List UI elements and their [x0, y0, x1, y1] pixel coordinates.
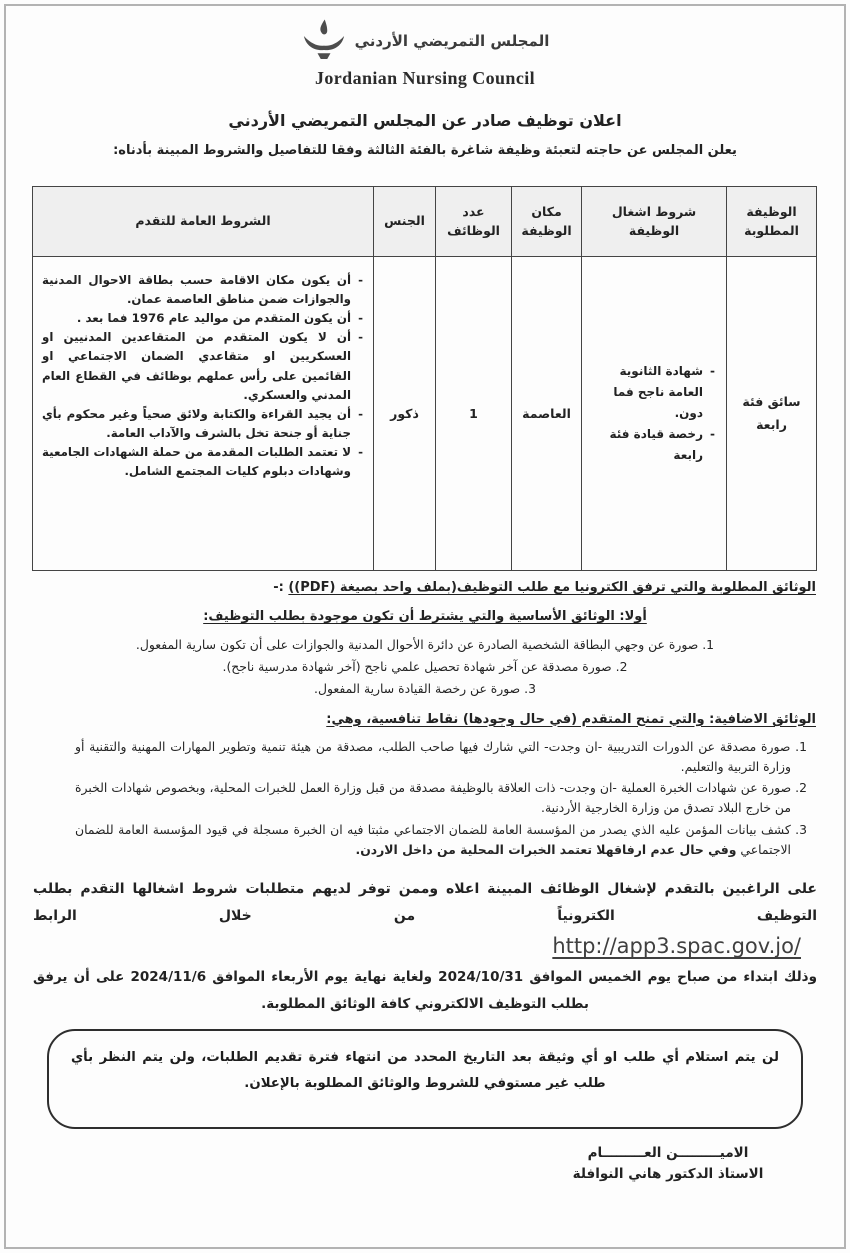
general-condition-item: - أن يجيد القراءة والكتابة ولائق صحياً وغير محكوم بأي جناية أو جنحة تخل بالشرف والآداب العامة.: [42, 405, 364, 443]
additional-documents-list: [75, 737, 807, 860]
deadline-notice-text: لن يتم استلام أي طلب او أي وثيقة بعد التاريخ المحدد من انتهاء فترة تقديم الطلبات، ولن يتم النظر بأي طلب غير مستوفي للشروط والوثائق المطلوبة بالإعلان.: [71, 1049, 779, 1091]
additional-documents-heading: الوثائق الاضافية: والتي تمنح المتقدم (في حال وجودها) نقاط تنافسية، وهي:: [326, 711, 816, 727]
signature-block: [543, 1145, 793, 1182]
col-header-occupancy-conditions: شروط اشغال الوظيفة: [582, 187, 727, 257]
cell-position: سائق فئة رابعة: [727, 257, 817, 571]
col-header-position: الوظيفة المطلوبة: [727, 187, 817, 257]
logo-english-name: Jordanian Nursing Council: [314, 68, 536, 88]
additional-document-item: 3. كشف بيانات المؤمن عليه الذي يصدر من المؤسسة العامة للضمان الاجتماعي مثبتا فيه ان الخبرة مسجلة في قيود المؤسسة العامة للضمان الاجتماعي وفي حال عدم ارفاقهلا تعتمد الخبرات المحلية من داخل الاردن.: [75, 822, 807, 857]
additional-document-item: 2. صورة عن شهادات الخبرة العملية -ان وجدت- ذات العلاقة بالوظيفة مصدقة من قبل وزارة العمل للخبرات المحلية، وبخصوص شهادات الخبرة من خارج البلاد تصدق من وزارة الخارجية الأردنية.: [75, 780, 807, 816]
application-dates: وذلك ابتداء من صباح يوم الخميس الموافق 2024/10/31 ولغاية نهاية يوم الأربعاء الموافق 2024/11/6 على أن يرفق بطلب التوظيف الالكتروني كافة الوثائق المطلوبة.: [33, 969, 817, 1012]
announcement-title: اعلان توظيف صادر عن المجلس التمريضي الأردني: [228, 111, 622, 130]
required-documents-heading: [34, 580, 816, 595]
announcement-subtitle: يعلن المجلس عن حاجته لتعبئة وظيفة شاغرة بالفئة الثالثة وفقا للتفاصيل والشروط المبينة بأدناه:: [113, 143, 737, 158]
basic-document-item: 2. صورة مصدقة عن آخر شهادة تحصيل علمي ناجح (آخر شهادة مدرسية ناجح).: [222, 659, 628, 675]
additional-document-item-bold-note: وفي حال عدم ارفاقهلا تعتمد الخبرات المحلية من داخل الاردن.: [355, 841, 737, 857]
additional-document-item: 1. صورة مصدقة عن الدورات التدريبية -ان وجدت- التي شارك فيها صاحب الطلب، مصدقة من هيئة تنمية وتطوير المهارات المهنية والتقنية أو وزارة التربية والتعليم.: [75, 738, 807, 774]
col-header-gender: الجنس: [374, 187, 436, 257]
basic-document-item: 3. صورة عن رخصة القيادة سارية المفعول.: [314, 681, 536, 697]
logo: [33, 16, 817, 89]
general-condition-item: - لا تعتمد الطلبات المقدمة من حملة الشهادات الجامعية وشهادات دبلوم كليات المجتمع الشامل.: [42, 443, 364, 481]
basic-documents-heading: أولا: الوثائق الأساسية والتي يشترط أن تكون موجودة بطلب التوظيف:: [203, 609, 647, 624]
col-header-location: مكان الوظيفة: [512, 187, 582, 257]
logo-row: [33, 16, 817, 66]
cell-occupancy-conditions: [582, 257, 727, 571]
vacancy-table: [32, 186, 817, 571]
general-condition-item: - أن لا يكون المتقدم من المتقاعدين المدنيين او العسكريين او متقاعدي الضمان الاجتماعي او القائمين على رأس عملهم بوظائف في القطاع العام المدني والعسكري.: [42, 328, 364, 404]
signature-name: الاستاذ الدكتور هاني النوافلة: [572, 1165, 764, 1182]
logo-arabic-name: المجلس التمريضي الأردني: [354, 32, 550, 50]
occupancy-condition-item: - شهادة الثانوية العامة ناجح فما دون.: [592, 361, 716, 424]
signature-title: الاميـــــــــن العـــــــــام: [587, 1144, 749, 1161]
deadline-notice-box: [47, 1029, 803, 1129]
table-row: [33, 257, 817, 571]
col-header-vacancy-count: عدد الوظائف: [436, 187, 512, 257]
application-url-link[interactable]: http://app3.spac.gov.jo/: [552, 934, 801, 959]
general-condition-item: - أن يكون المتقدم من مواليد عام 1976 فما بعد .: [42, 309, 364, 328]
occupancy-condition-item: - رخصة قيادة فئة رابعة: [592, 424, 716, 466]
application-url-line: [33, 934, 801, 958]
basic-document-item: 1. صورة عن وجهي البطاقة الشخصية الصادرة عن دائرة الأحوال المدنية والجوازات على أن تكون سارية المفعول.: [135, 637, 715, 652]
nursing-lamp-icon: [301, 16, 347, 66]
col-header-general-conditions: الشروط العامة للتقدم: [33, 187, 374, 257]
table-header-row: [33, 187, 817, 257]
general-condition-item: - أن يكون مكان الاقامة حسب بطاقة الاحوال المدنية والجوازات ضمن مناطق العاصمة عمان.: [42, 271, 364, 309]
cell-general-conditions: [33, 257, 374, 571]
basic-documents-list: [33, 635, 817, 699]
cell-location: العاصمة: [512, 257, 582, 571]
application-instructions: على الراغبين بالتقدم لإشغال الوظائف المبينة اعلاه وممن توفر لديهم متطلبات شروط اشغالها التقدم بطلب التوظيف الكترونياً من خلال الرابط: [33, 880, 817, 925]
cell-vacancy-count: 1: [436, 257, 512, 571]
cell-gender: ذكور: [374, 257, 436, 571]
required-documents-heading-text: الوثائق المطلوبة والتي ترفق الكترونيا مع طلب التوظيف(بملف واحد بصيغة (PDF)): [288, 580, 816, 595]
required-documents-heading-tail: :-: [273, 580, 289, 595]
